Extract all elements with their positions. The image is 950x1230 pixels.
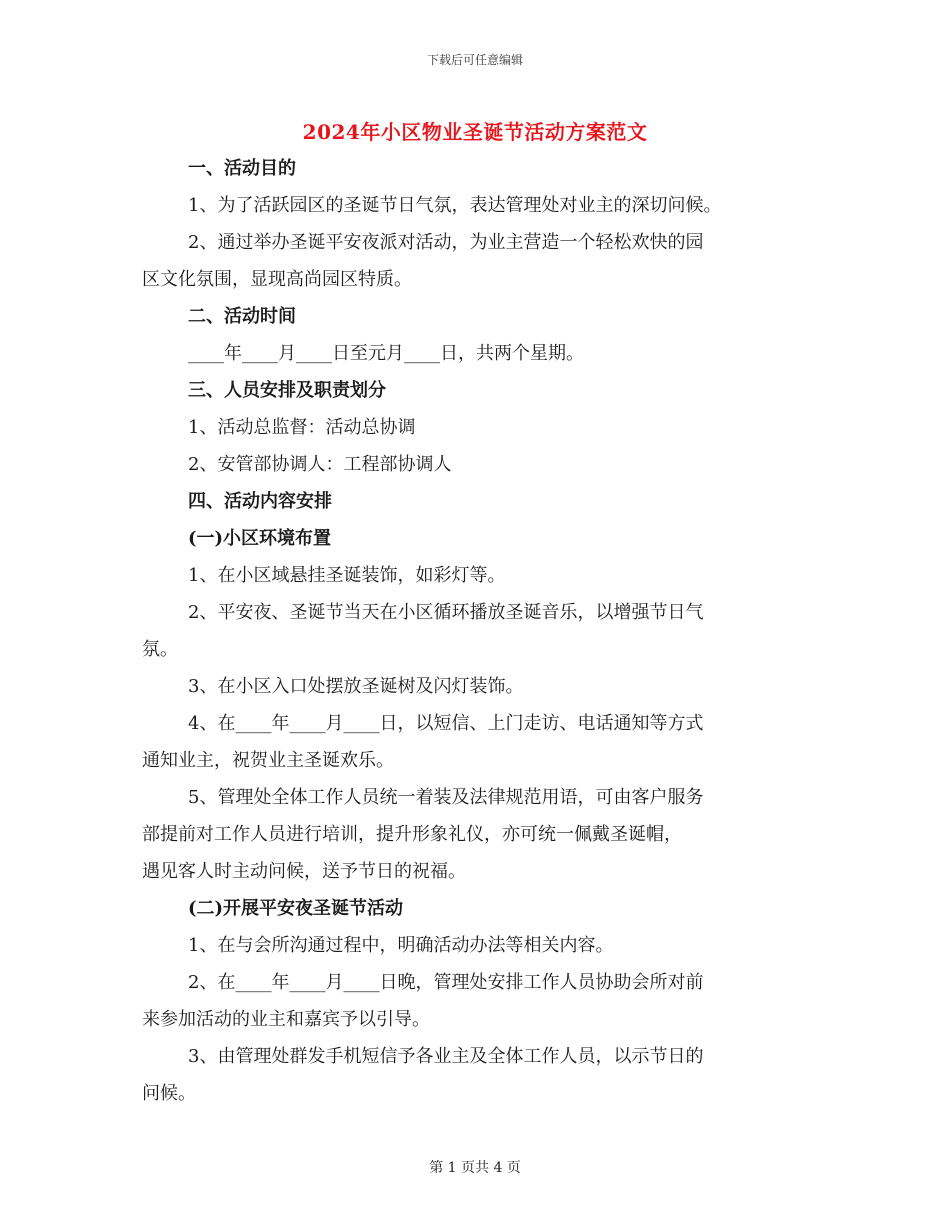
paragraph-line: 遇见客人时主动问候，送予节日的祝福。	[142, 861, 466, 882]
paragraph-line: 2、在____年____月____日晚，管理处安排工作人员协助会所对前	[188, 972, 704, 993]
paragraph-line: 2、通过举办圣诞平安夜派对活动，为业主营造一个轻松欢快的园	[188, 232, 704, 253]
section-heading: (一)小区环境布置	[188, 528, 332, 549]
paragraph-line: 2、平安夜、圣诞节当天在小区循环播放圣诞音乐，以增强节日气	[188, 602, 704, 623]
section-heading: (二)开展平安夜圣诞节活动	[188, 898, 404, 919]
section-heading: 四、活动内容安排	[188, 491, 332, 512]
section-heading: 一、活动目的	[188, 158, 296, 179]
paragraph-line: 2、安管部协调人：工程部协调人	[188, 454, 452, 475]
paragraph-line: 3、在小区入口处摆放圣诞树及闪灯装饰。	[188, 676, 524, 697]
page-footer: 第 1 页共 4 页	[429, 1160, 521, 1176]
paragraph-line: 问候。	[142, 1083, 196, 1104]
document-title: 2024年小区物业圣诞节活动方案范文	[302, 120, 648, 144]
paragraph-line: 1、活动总监督：活动总协调	[188, 417, 416, 438]
section-heading: 二、活动时间	[188, 306, 296, 327]
paragraph-line: 4、在____年____月____日，以短信、上门走访、电话通知等方式	[188, 713, 704, 734]
paragraph-line: 5、管理处全体工作人员统一着装及法律规范用语，可由客户服务	[188, 787, 704, 808]
paragraph-line: 氛。	[142, 639, 178, 660]
page-header: 下载后可任意编辑	[426, 53, 523, 67]
paragraph-line: ____年____月____日至元月____日，共两个星期。	[188, 343, 584, 364]
paragraph-line: 1、为了活跃园区的圣诞节日气氛，表达管理处对业主的深切问候。	[188, 195, 722, 216]
paragraph-line: 来参加活动的业主和嘉宾予以引导。	[142, 1009, 430, 1030]
paragraph-line: 1、在小区域悬挂圣诞装饰，如彩灯等。	[188, 565, 506, 586]
paragraph-line: 通知业主，祝贺业主圣诞欢乐。	[142, 750, 394, 771]
document-body	[142, 150, 822, 1112]
section-heading: 三、人员安排及职责划分	[188, 380, 386, 401]
paragraph-line: 3、由管理处群发手机短信予各业主及全体工作人员，以示节日的	[188, 1046, 704, 1067]
paragraph-line: 区文化氛围，显现高尚园区特质。	[142, 269, 412, 290]
paragraph-line: 1、在与会所沟通过程中，明确活动办法等相关内容。	[188, 935, 614, 956]
paragraph-line: 部提前对工作人员进行培训，提升形象礼仪，亦可统一佩戴圣诞帽，	[142, 824, 682, 845]
